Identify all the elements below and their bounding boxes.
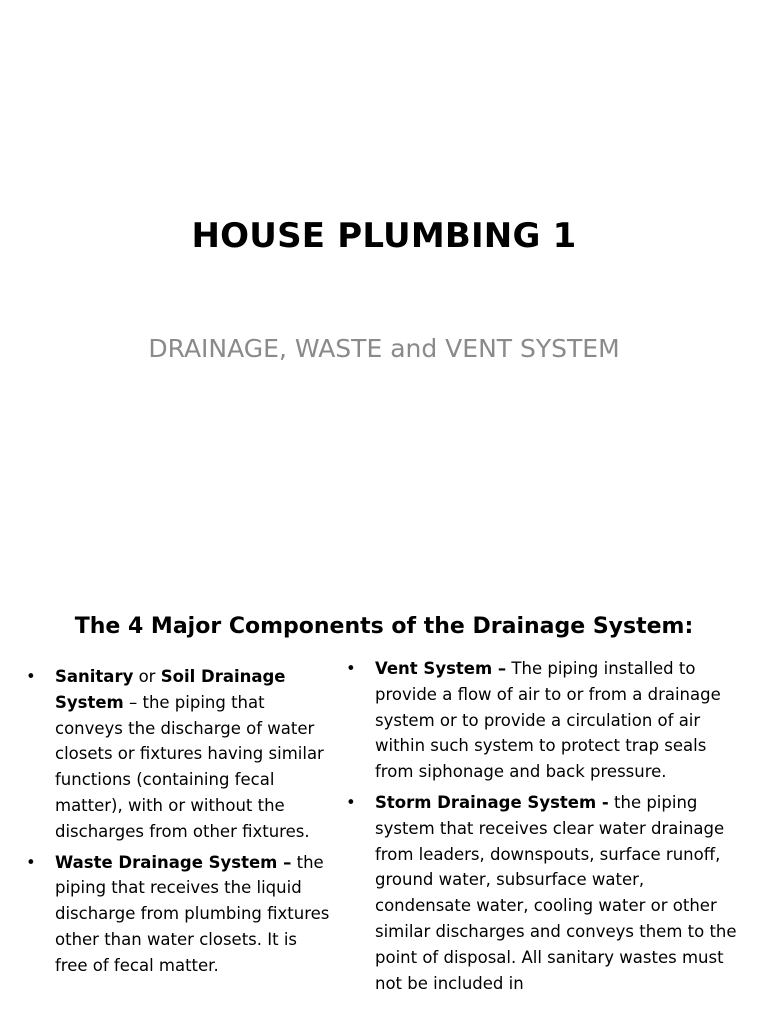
definition-text: the piping system that receives clear water drainage from leaders, downspouts, surface runoff, ground water, subsurface water, condensate water, cooling water or other similar discharges and conveys them to the point of disposal. All sanitary wastes must not be included in xyxy=(375,792,737,993)
bullet-vent-system xyxy=(346,656,738,785)
bullet-sanitary-soil-drainage xyxy=(26,664,332,845)
term-vent-system: Vent System – xyxy=(375,659,507,678)
left-column xyxy=(26,664,332,984)
definition-text: the piping that receives the liquid discharge from plumbing fixtures other than water closets. It is free of fecal matter. xyxy=(55,852,330,975)
bullet-dot: • xyxy=(346,792,356,812)
components-slide xyxy=(0,576,768,1024)
bullet-dot: • xyxy=(26,667,36,686)
slide-subtitle: DRAINAGE, WASTE and VENT SYSTEM xyxy=(148,334,620,363)
slide-title: HOUSE PLUMBING 1 xyxy=(191,216,577,256)
bullet-dot: • xyxy=(26,852,36,872)
right-column xyxy=(346,656,738,1001)
bullet-waste-drainage xyxy=(26,850,332,979)
term-sanitary: Sanitary xyxy=(55,667,134,686)
definition-text: – the piping that conveys the discharge of water closets or fixtures having similar functions (containing fecal matter), with or without the discharges from other fixtures. xyxy=(55,692,324,841)
bullet-storm-drainage xyxy=(346,790,738,996)
definition-text: The piping installed to provide a flow of air to or from a drainage system or to provide a circulation of air within such system to protect trap seals from siphonage and back pressure. xyxy=(375,659,721,782)
term-joiner: or xyxy=(133,667,161,686)
bullet-dot: • xyxy=(346,659,356,678)
term-storm-drainage-system: Storm Drainage System - xyxy=(375,792,609,812)
term-soil-drainage-system: Soil Drainage System xyxy=(55,667,286,712)
components-heading: The 4 Major Components of the Drainage System: xyxy=(74,614,694,639)
term-waste-drainage-system: Waste Drainage System – xyxy=(55,852,292,872)
